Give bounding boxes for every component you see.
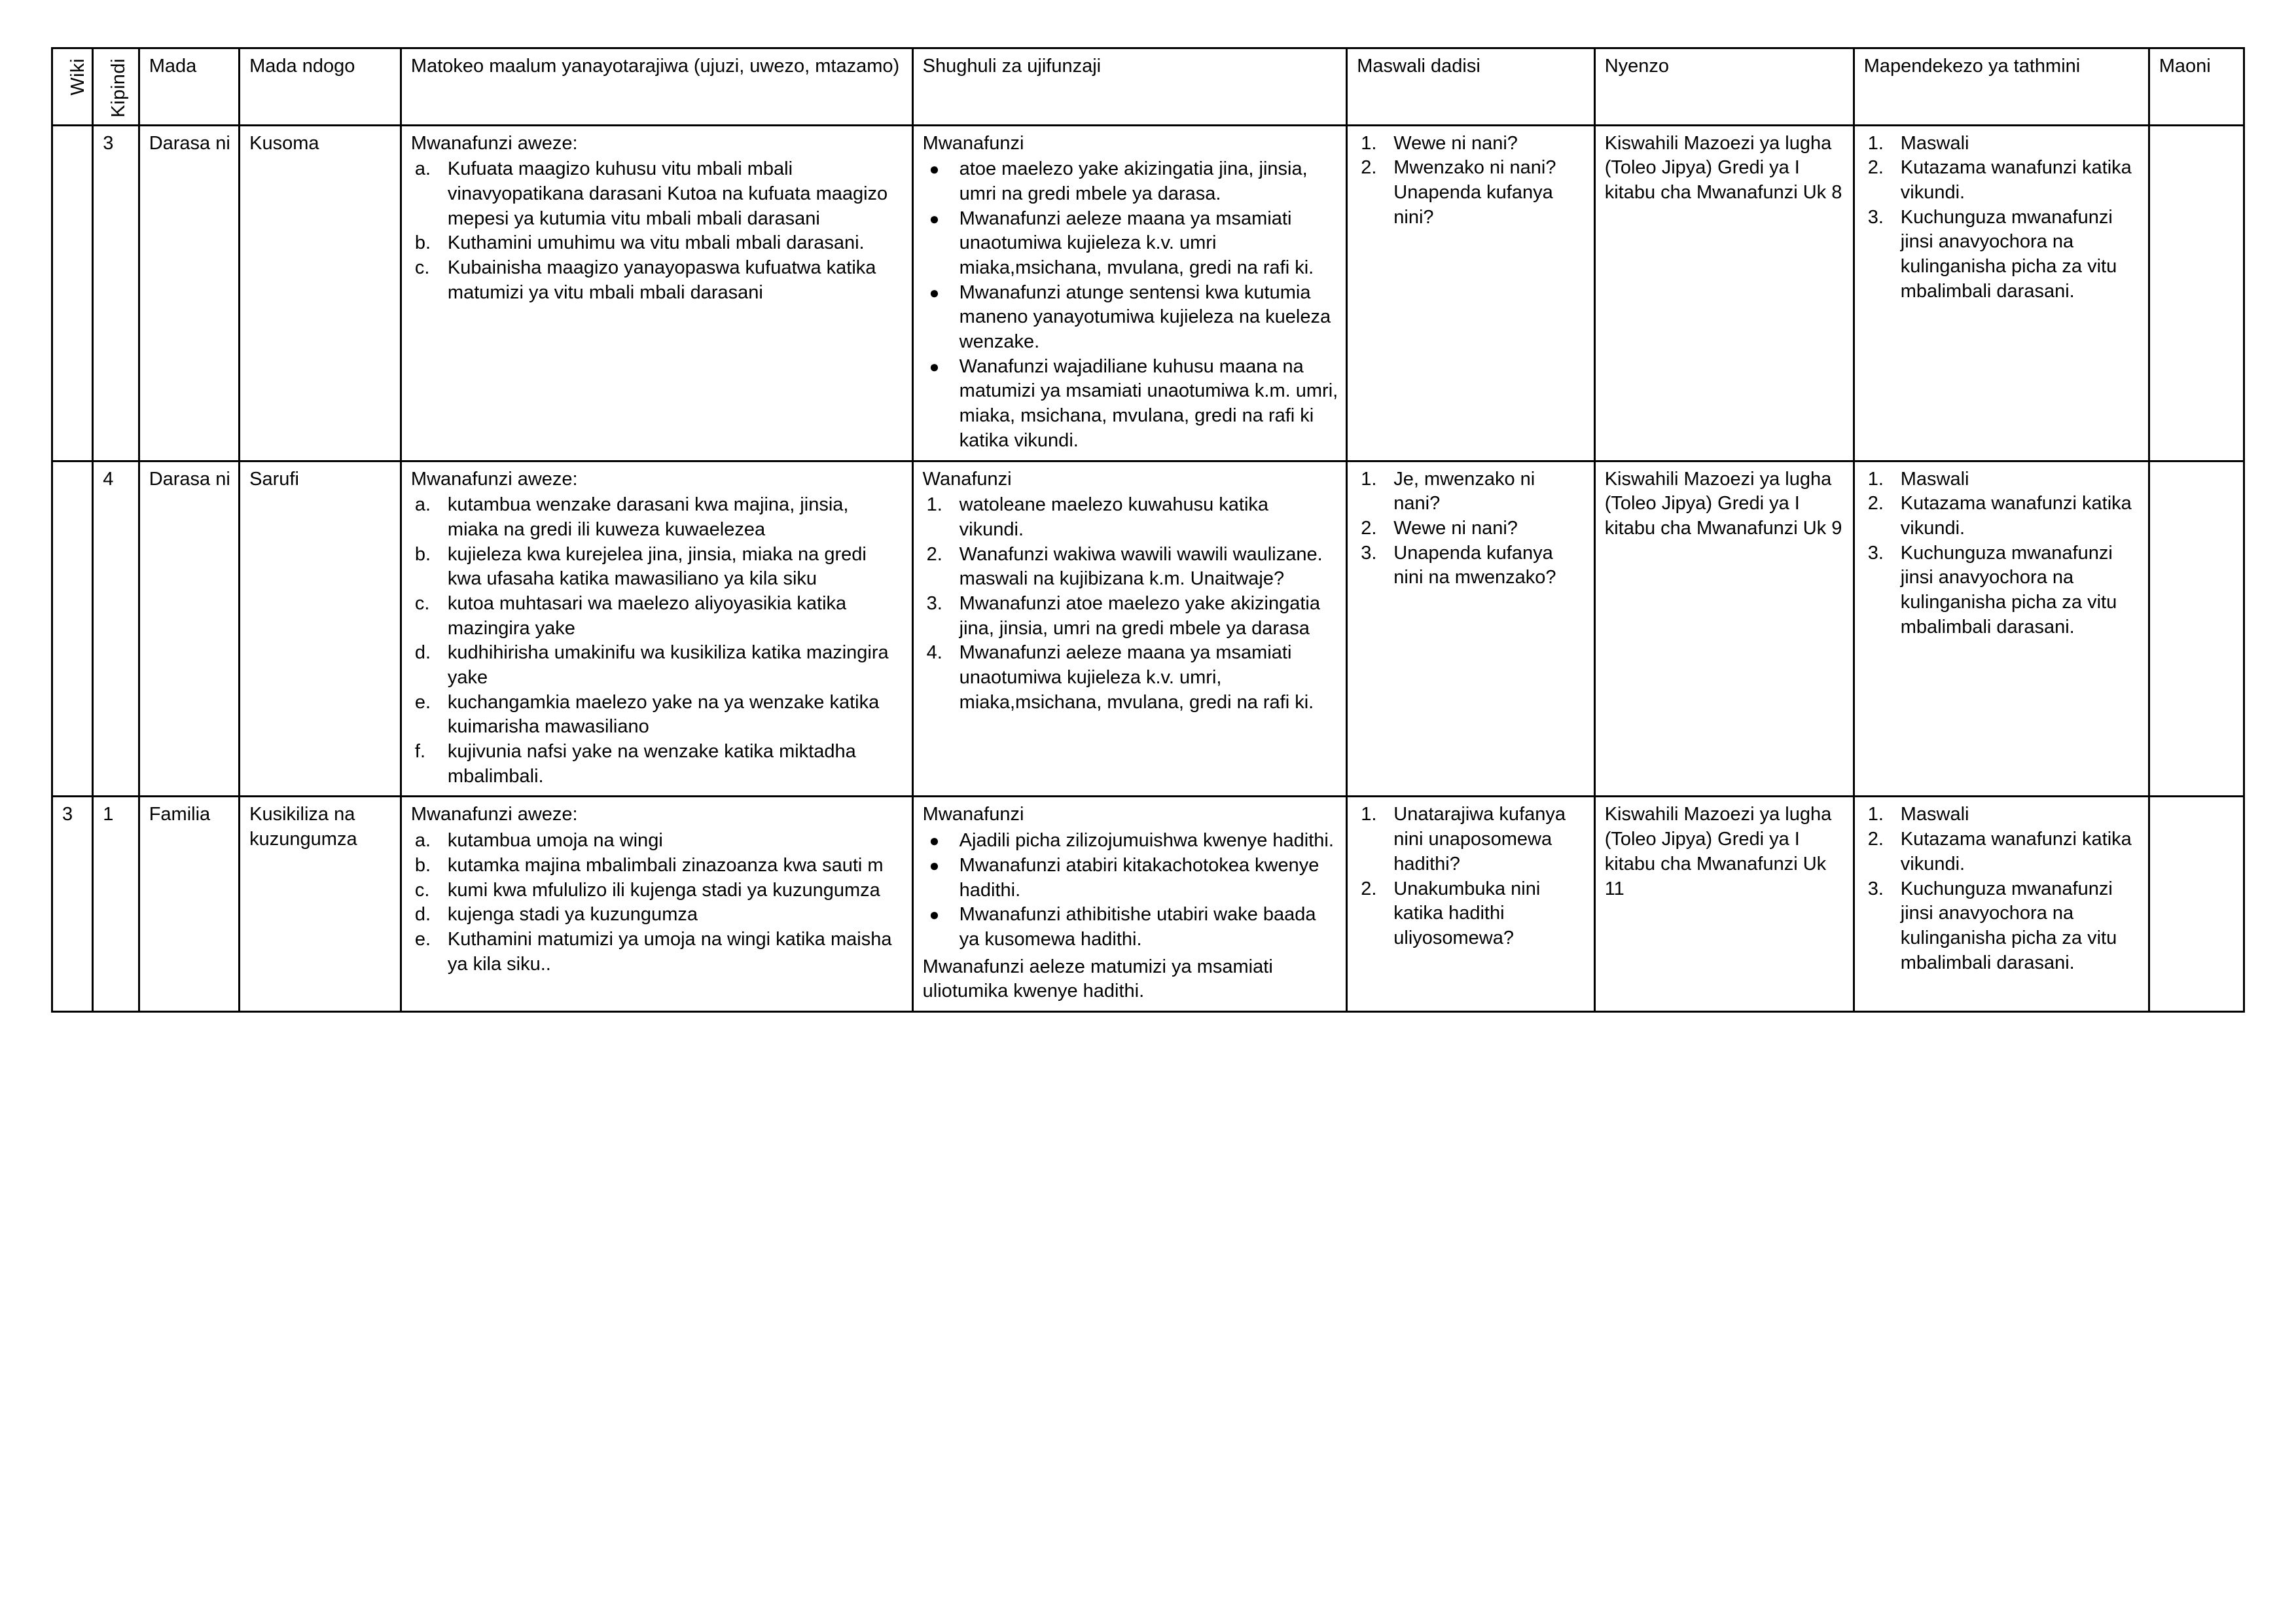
list-item [923, 641, 1338, 715]
cell-mapendekezo-list [1864, 803, 2140, 975]
list-item-text: Mwanafunzi aeleze maana ya msamiati unaotumiwa kujieleza k.v. umri miaka,msichana, mvulana, gredi na rafi ki. [959, 208, 1314, 278]
list-item-text: kutamka majina mbalimbali zinazoanza kwa sauti m [447, 854, 884, 876]
list-item-text: kujivunia nafsi yake na wenzake katika miktadha mbalimbali. [447, 741, 856, 787]
list-marker: 3. [926, 592, 942, 614]
list-item [1357, 156, 1585, 230]
cell-shughuli-list [923, 157, 1338, 453]
cell-mada: Familia [139, 797, 239, 1012]
cell-matokeo-intro: Mwanafunzi aweze: [410, 804, 578, 825]
list-item [1864, 541, 2140, 640]
list-item-text: Maswali [1900, 468, 1969, 490]
list-marker: 2. [1867, 157, 1884, 179]
cell-wiki [52, 125, 93, 461]
cell-maswali-list [1357, 132, 1585, 230]
list-marker: d. [414, 642, 431, 664]
list-marker: c. [414, 257, 430, 278]
bullet-icon: ● [929, 282, 940, 302]
table-row [52, 461, 2244, 797]
list-item-text: Mwanafunzi aeleze maana ya msamiati unaotumiwa kujieleza k.v. umri, miaka,msichana, mvulana, gredi na rafi ki. [959, 642, 1314, 713]
column-header-mapendekezo: Mapendekezo ya tathmini [1854, 48, 2149, 126]
cell-maswali-block [1357, 803, 1585, 950]
scheme-of-work-table [51, 47, 2245, 1013]
cell-maswali [1347, 797, 1594, 1012]
bullet-icon: ● [929, 855, 940, 875]
column-header-matokeo: Matokeo maalum yanayotarajiwa (ujuzi, uwezo, mtazamo) [401, 48, 912, 126]
list-item [411, 903, 904, 928]
list-item-text: Kutazama wanafunzi katika vikundi. [1900, 493, 2132, 539]
cell-nyenzo: Kiswahili Mazoezi ya lugha (Toleo Jipya) Gredi ya I kitabu cha Mwanafunzi Uk 8 [1594, 125, 1854, 461]
cell-shughuli-list [923, 829, 1338, 952]
cell-mapendekezo [1854, 461, 2149, 797]
list-item [411, 829, 904, 854]
list-item [1864, 827, 2140, 876]
list-item-text: Wanafunzi wakiwa wawili wawili waulizane. maswali na kujibizana k.m. Unaitwaje? [959, 543, 1323, 590]
list-item-text: kutambua wenzake darasani kwa majina, jinsia, miaka na gredi ili kuweza kuwaelezea [447, 494, 849, 540]
list-marker: 1. [1361, 468, 1377, 490]
list-marker: b. [414, 543, 431, 565]
table-row [52, 125, 2244, 461]
list-item-text: Maswali [1900, 132, 1969, 154]
list-marker: 1. [1361, 804, 1377, 825]
list-marker: 2. [1867, 493, 1884, 514]
list-marker: 2. [1361, 517, 1377, 539]
bullet-icon: ● [929, 159, 940, 179]
cell-kipindi: 4 [93, 461, 139, 797]
list-item-text: Unatarajiwa kufanya nini unaposomewa hadithi? [1393, 804, 1566, 875]
list-item-text: Ajadili picha zilizojumuishwa kwenye hadithi. [959, 830, 1334, 852]
cell-maswali-block [1357, 467, 1585, 590]
cell-matokeo-list [411, 829, 904, 977]
list-marker: b. [414, 854, 431, 876]
cell-mapendekezo-list [1864, 132, 2140, 304]
cell-maoni [2149, 461, 2244, 797]
list-marker: a. [414, 494, 431, 516]
list-item [411, 231, 904, 256]
list-item [923, 829, 1338, 854]
column-header-maoni: Maoni [2149, 48, 2244, 126]
cell-matokeo-intro: Mwanafunzi aweze: [410, 132, 578, 154]
cell-shughuli-block [923, 803, 1338, 1004]
table-header [52, 48, 2244, 126]
list-marker: d. [414, 904, 431, 926]
list-marker: 2. [1361, 878, 1377, 899]
cell-shughuli-block [923, 467, 1338, 715]
cell-maswali-list [1357, 467, 1585, 590]
cell-mada: Darasa ni [139, 125, 239, 461]
list-marker: 1. [1867, 132, 1884, 154]
list-item [411, 691, 904, 740]
list-marker: 1. [1867, 804, 1884, 825]
list-item-text: Mwenzako ni nani? Unapenda kufanya nini? [1393, 157, 1556, 228]
column-header-nyenzo: Nyenzo [1594, 48, 1854, 126]
list-item [1357, 516, 1585, 541]
list-item [411, 878, 904, 903]
cell-matokeo-block [411, 132, 904, 306]
cell-mada-ndogo: Kusikiliza na kuzungumza [240, 797, 401, 1012]
list-item [1357, 877, 1585, 951]
cell-matokeo-list [411, 157, 904, 305]
cell-mada-ndogo: Kusoma [240, 125, 401, 461]
list-item [923, 592, 1338, 641]
list-item-text: kumi kwa mfululizo ili kujenga stadi ya kuzungumza [447, 879, 880, 901]
cell-maswali-block [1357, 132, 1585, 230]
cell-shughuli-tail: Mwanafunzi aeleze matumizi ya msamiati uliotumika kwenye hadithi. [922, 956, 1273, 1002]
list-marker: 1. [1361, 132, 1377, 154]
list-marker: 3. [1361, 542, 1377, 564]
cell-matokeo [401, 125, 912, 461]
list-marker: e. [414, 928, 431, 950]
cell-mada: Darasa ni [139, 461, 239, 797]
cell-matokeo-block [411, 803, 904, 977]
column-header-wiki-label: Wiki [67, 58, 88, 96]
bullet-icon: ● [929, 905, 940, 925]
list-item-text: Wewe ni nani? [1393, 132, 1518, 154]
list-item [1864, 467, 2140, 492]
cell-maswali-list [1357, 803, 1585, 950]
list-item [411, 740, 904, 789]
cell-mapendekezo-block [1864, 132, 2140, 304]
list-item [411, 928, 904, 977]
column-header-mada-ndogo: Mada ndogo [240, 48, 401, 126]
list-item-text: Mwanafunzi atabiri kitakachotokea kwenye hadithi. [959, 854, 1319, 901]
list-item [411, 854, 904, 878]
cell-kipindi: 3 [93, 125, 139, 461]
bullet-icon: ● [929, 208, 940, 228]
list-marker: 1. [926, 494, 942, 516]
list-item [923, 157, 1338, 206]
column-header-maswali: Maswali dadisi [1347, 48, 1594, 126]
list-item-text: kutambua umoja na wingi [447, 830, 663, 852]
cell-maswali [1347, 461, 1594, 797]
list-item-text: kujieleza kwa kurejelea jina, jinsia, miaka na gredi kwa ufasaha katika mawasiliano ya kila siku [447, 543, 867, 590]
list-item-text: Wewe ni nani? [1393, 517, 1518, 539]
cell-nyenzo: Kiswahili Mazoezi ya lugha (Toleo Jipya) Gredi ya I kitabu cha Mwanafunzi Uk 11 [1594, 797, 1854, 1012]
table-row [52, 797, 2244, 1012]
list-item [411, 592, 904, 641]
cell-shughuli [912, 125, 1347, 461]
list-item-text: Kuchunguza mwanafunzi jinsi anavyochora na kulinganisha picha za vitu mbalimbali darasani. [1900, 542, 2117, 638]
cell-shughuli-list [923, 493, 1338, 715]
cell-kipindi: 1 [93, 797, 139, 1012]
cell-maswali [1347, 125, 1594, 461]
column-header-mada: Mada [139, 48, 239, 126]
list-item-text: kujenga stadi ya kuzungumza [447, 904, 698, 926]
header-row [52, 48, 2244, 126]
list-item [1864, 877, 2140, 976]
cell-mapendekezo [1854, 125, 2149, 461]
list-marker: e. [414, 691, 431, 713]
list-item-text: Je, mwenzako ni nani? [1393, 468, 1535, 514]
list-item [1357, 467, 1585, 516]
cell-shughuli [912, 797, 1347, 1012]
column-header-shughuli: Shughuli za ujifunzaji [912, 48, 1347, 126]
list-item [923, 355, 1338, 454]
list-item [923, 543, 1338, 592]
table-body [52, 125, 2244, 1011]
list-item-text: kutoa muhtasari wa maelezo aliyoyasikia katika mazingira yake [447, 592, 847, 639]
list-item [923, 281, 1338, 355]
column-header-kipindi-label: Kipindi [108, 58, 130, 118]
cell-shughuli-intro: Mwanafunzi [922, 132, 1024, 154]
list-item [923, 207, 1338, 281]
cell-mapendekezo-list [1864, 467, 2140, 640]
list-item [923, 493, 1338, 542]
list-item [411, 641, 904, 690]
list-marker: 3. [1867, 542, 1884, 564]
cell-mapendekezo-block [1864, 803, 2140, 975]
list-item-text: watoleane maelezo kuwahusu katika vikundi. [959, 494, 1269, 540]
list-item [923, 903, 1338, 952]
list-item-text: kuchangamkia maelezo yake na ya wenzake katika kuimarisha mawasiliano [447, 691, 880, 738]
list-item-text: Kuthamini umuhimu wa vitu mbali mbali darasani. [447, 232, 865, 254]
list-item-text: Mwanafunzi atunge sentensi kwa kutumia maneno yanayotumiwa kujieleza na kueleza wenzake. [959, 281, 1331, 353]
bullet-icon: ● [929, 356, 940, 376]
list-item [1864, 156, 2140, 205]
list-item-text: Mwanafunzi athibitishe utabiri wake baada ya kusomewa hadithi. [959, 904, 1316, 950]
list-item [1864, 803, 2140, 827]
list-marker: a. [414, 158, 431, 180]
list-item-text: Unapenda kufanya nini na mwenzako? [1393, 542, 1556, 588]
cell-shughuli-intro: Mwanafunzi [922, 804, 1024, 825]
cell-shughuli [912, 461, 1347, 797]
list-item [1864, 206, 2140, 304]
list-item-text: Kuchunguza mwanafunzi jinsi anavyochora na kulinganisha picha za vitu mbalimbali darasani. [1900, 878, 2117, 973]
list-marker: c. [414, 592, 430, 614]
list-item-text: Kubainisha maagizo yanayopaswa kufuatwa katika matumizi ya vitu mbali mbali darasani [447, 257, 876, 303]
cell-matokeo-intro: Mwanafunzi aweze: [410, 468, 578, 490]
list-item [1357, 541, 1585, 590]
cell-wiki: 3 [52, 797, 93, 1012]
list-item [411, 543, 904, 592]
list-marker: 3. [1867, 878, 1884, 899]
cell-matokeo [401, 797, 912, 1012]
cell-mapendekezo [1854, 797, 2149, 1012]
cell-shughuli-block [923, 132, 1338, 454]
cell-wiki [52, 461, 93, 797]
list-marker: 2. [1867, 829, 1884, 850]
list-item [1357, 803, 1585, 876]
cell-maoni [2149, 797, 2244, 1012]
list-item-text: Mwanafunzi atoe maelezo yake akizingatia jina, jinsia, umri na gredi mbele ya darasa [959, 592, 1320, 639]
list-item-text: Kutazama wanafunzi katika vikundi. [1900, 157, 2132, 203]
list-marker: 3. [1867, 206, 1884, 228]
cell-mada-ndogo: Sarufi [240, 461, 401, 797]
cell-nyenzo: Kiswahili Mazoezi ya lugha (Toleo Jipya) Gredi ya I kitabu cha Mwanafunzi Uk 9 [1594, 461, 1854, 797]
column-header-wiki [52, 48, 93, 126]
list-item [1864, 132, 2140, 156]
list-item [1357, 132, 1585, 156]
list-item-text: Maswali [1900, 804, 1969, 825]
list-item-text: Kuthamini matumizi ya umoja na wingi katika maisha ya kila siku.. [447, 928, 892, 975]
list-marker: 2. [926, 543, 942, 565]
list-item-text: Kufuata maagizo kuhusu vitu mbali mbali vinavyopatikana darasani Kutoa na kufuata maagizo mepesi ya kutumia vitu mbali mbali darasani [447, 158, 888, 229]
cell-shughuli-intro: Wanafunzi [922, 468, 1012, 490]
cell-matokeo-list [411, 493, 904, 789]
list-marker: 1. [1867, 468, 1884, 490]
cell-matokeo [401, 461, 912, 797]
bullet-icon: ● [929, 831, 940, 851]
list-marker: b. [414, 232, 431, 254]
list-item-text: kudhihirisha umakinifu wa kusikiliza katika mazingira yake [447, 642, 889, 688]
cell-mapendekezo-block [1864, 467, 2140, 640]
list-marker: f. [414, 741, 426, 763]
list-item-text: Kutazama wanafunzi katika vikundi. [1900, 829, 2132, 875]
cell-matokeo-block [411, 467, 904, 789]
list-item-text: Wanafunzi wajadiliane kuhusu maana na matumizi ya msamiati unaotumiwa k.m. umri, miaka, msichana, mvulana, gredi na rafi ki katika vikundi. [959, 355, 1338, 451]
list-item [411, 157, 904, 231]
list-item [411, 256, 904, 305]
list-item [1864, 492, 2140, 541]
list-marker: 4. [926, 642, 942, 664]
list-item-text: Kuchunguza mwanafunzi jinsi anavyochora na kulinganisha picha za vitu mbalimbali darasani. [1900, 206, 2117, 302]
list-item [411, 493, 904, 542]
column-header-kipindi [93, 48, 139, 126]
list-marker: a. [414, 830, 431, 852]
list-marker: 2. [1361, 157, 1377, 179]
list-item-text: Unakumbuka nini katika hadithi uliyosomewa? [1393, 878, 1541, 948]
cell-maoni [2149, 125, 2244, 461]
list-item [923, 854, 1338, 903]
list-item-text: atoe maelezo yake akizingatia jina, jinsia, umri na gredi mbele ya darasa. [959, 158, 1308, 204]
list-marker: c. [414, 879, 430, 901]
